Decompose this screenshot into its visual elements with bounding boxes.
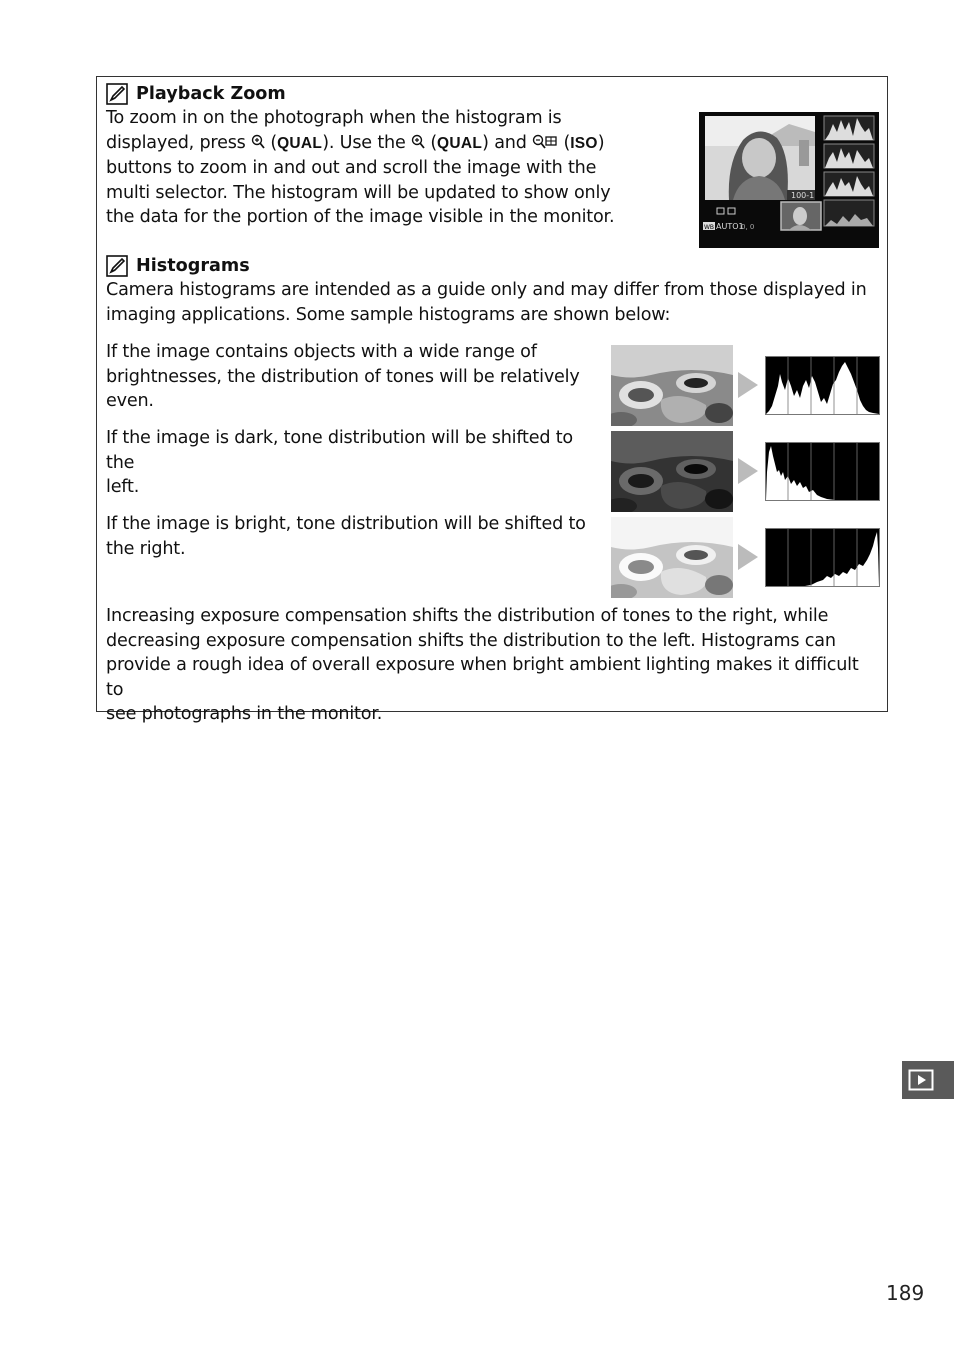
text-line: provide a rough idea of overall exposure when bright ambient lighting makes it difficult to (106, 655, 859, 700)
text-line: Increasing exposure compensation shifts the distribution of tones to the right, while (106, 606, 829, 626)
histograms-intro (106, 278, 881, 327)
pencil-note-icon (106, 255, 128, 277)
text-line: multi selector. The histogram will be updated to show only (106, 182, 611, 203)
histograms-title: Histograms (136, 256, 250, 276)
camera-monitor-illustration (699, 112, 879, 248)
frame-number-label: 100-1 (791, 191, 815, 200)
playback-zoom-title: Playback Zoom (136, 84, 286, 104)
text-line: Camera histograms are intended as a guide only and may differ from those displayed in (106, 280, 867, 300)
arrow-right-icon (736, 456, 760, 486)
text-line: imaging applications. Some sample histograms are shown below: (106, 304, 671, 325)
pencil-note-icon (106, 83, 128, 105)
iso-button-label: ISO (570, 134, 598, 152)
text-line: displayed, press (QUAL). Use the (QUAL) and (ISO) (106, 132, 605, 153)
bright-distribution-text (106, 512, 601, 561)
playback-zoom-body (106, 106, 696, 230)
zoom-in-icon (251, 134, 265, 150)
exposure-compensation-paragraph (106, 604, 881, 727)
histogram-dark (765, 442, 880, 501)
qual-button-label: QUAL (437, 134, 483, 152)
text-fragment: displayed, press (106, 132, 252, 153)
zoom-in-icon (411, 134, 425, 150)
arrow-right-icon (736, 542, 760, 572)
sample-photo-normal (611, 345, 733, 426)
text-line: To zoom in on the photograph when the histogram is (106, 108, 562, 128)
histograms-heading (106, 254, 250, 278)
playback-tab-icon (908, 1069, 934, 1091)
sample-photo-bright (611, 517, 733, 598)
text-line: left. (106, 477, 140, 497)
text-line: see photographs in the monitor. (106, 704, 383, 724)
monitor-photo (705, 116, 815, 200)
text-line: If the image is dark, tone distribution will be shifted to the (106, 428, 573, 473)
wb-label: WB (704, 224, 715, 231)
wb-auto-label: AUTO1 (716, 222, 744, 231)
playback-section-tab (902, 1061, 954, 1099)
text-fragment: ). Use the (322, 132, 411, 153)
playback-zoom-heading (106, 82, 286, 106)
zoom-out-icon (532, 134, 558, 150)
histogram-bright (765, 528, 880, 587)
text-line: If the image contains objects with a wide range of (106, 342, 537, 362)
text-line: brightnesses, the distribution of tones will be relatively (106, 366, 580, 387)
text-line: the right. (106, 538, 186, 559)
text-line: even. (106, 391, 154, 411)
page-number: 189 (886, 1281, 925, 1305)
dark-distribution-text (106, 426, 601, 500)
qual-button-label: QUAL (277, 134, 323, 152)
histogram-even (765, 356, 880, 415)
text-line: If the image is bright, tone distribution will be shifted to (106, 514, 586, 534)
text-fragment: ) and (482, 132, 533, 153)
arrow-right-icon (736, 370, 760, 400)
sample-photo-dark (611, 431, 733, 512)
text-line: decreasing exposure compensation shifts the distribution to the left. Histograms can (106, 630, 836, 651)
text-line: buttons to zoom in and out and scroll the image with the (106, 158, 597, 178)
text-line: the data for the portion of the image visible in the monitor. (106, 207, 615, 227)
wb-values-label: 0, 0 (741, 223, 755, 231)
even-distribution-text (106, 340, 601, 414)
